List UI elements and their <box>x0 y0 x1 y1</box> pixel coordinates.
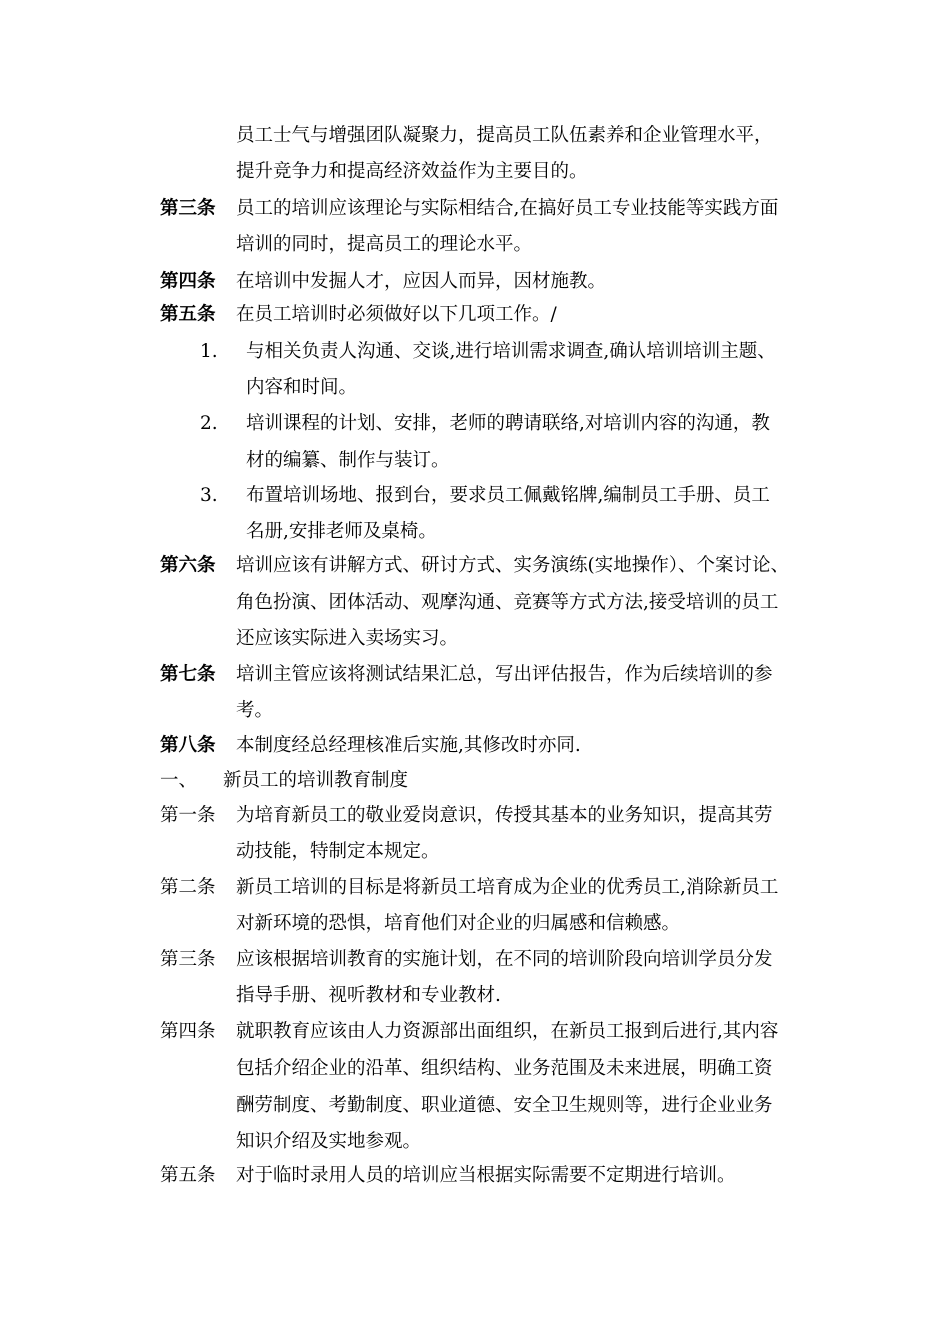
section-heading-row <box>160 763 408 799</box>
section-number: 一、 <box>160 770 198 791</box>
list-text: 内容和时间。 <box>246 377 358 398</box>
article-label: 第五条 <box>160 304 216 325</box>
article-text: 角色扮演、团体活动、观摩沟通、竞赛等方式方法,接受培训的员工 <box>236 592 779 613</box>
list-number: 1. <box>200 341 218 362</box>
list-text: 材的编纂、制作与装订。 <box>246 450 450 471</box>
article-text: 员工的培训应该理论与实际相结合,在搞好员工专业技能等实践方面 <box>236 198 779 219</box>
article-text: 就职教育应该由人力资源部出面组织，在新员工报到后进行,其内容 <box>236 1021 779 1042</box>
article-text: 还应该实际进入卖场实习。 <box>236 628 459 649</box>
article-text: 应该根据培训教育的实施计划，在不同的培训阶段向培训学员分发 <box>236 949 773 970</box>
article-label: 第六条 <box>160 555 216 576</box>
article-text: 培训的同时，提高员工的理论水平。 <box>236 234 533 255</box>
list-number: 3. <box>200 485 218 506</box>
article-text: 培训主管应该将测试结果汇总，写出评估报告，作为后续培训的参 <box>236 664 773 685</box>
intro-line-2: 提升竞争力和提高经济效益作为主要目的。 <box>236 161 588 182</box>
article-label: 第七条 <box>160 664 216 685</box>
article-label: 第三条 <box>160 949 216 970</box>
list-number: 2. <box>200 413 218 434</box>
article-text: 为培育新员工的敬业爱岗意识，传授其基本的业务知识，提高其劳 <box>236 805 773 826</box>
article-label: 第四条 <box>160 271 216 292</box>
article-label: 第二条 <box>160 877 216 898</box>
article-text: 本制度经总经理核准后实施,其修改时亦同. <box>236 735 581 756</box>
article-text: 对新环境的恐惧，培育他们对企业的归属感和信赖感。 <box>236 913 681 934</box>
article-text: 在员工培训时必须做好以下几项工作。/ <box>236 304 557 325</box>
intro-line-1: 员工士气与增强团队凝聚力，提高员工队伍素养和企业管理水平， <box>236 125 773 146</box>
article-text: 培训应该有讲解方式、研讨方式、实务演练(实地操作）、个案讨论、 <box>236 555 789 576</box>
article-label: 第五条 <box>160 1165 216 1186</box>
article-text: 酬劳制度、考勤制度、职业道德、安全卫生规则等，进行企业业务 <box>236 1095 773 1116</box>
list-text: 与相关负责人沟通、交谈,进行培训需求调查,确认培训培训主题、 <box>246 341 776 362</box>
article-text: 动技能，特制定本规定。 <box>236 841 440 862</box>
article-text: 知识介绍及实地参观。 <box>236 1131 422 1152</box>
article-text: 包括介绍企业的沿革、组织结构、业务范围及未来进展，明确工资 <box>236 1058 773 1079</box>
article-label: 第八条 <box>160 735 216 756</box>
article-text: 考。 <box>236 700 274 721</box>
list-text: 布置培训场地、报到台，要求员工佩戴铭牌,编制员工手册、员工 <box>246 485 770 506</box>
article-text: 对于临时录用人员的培训应当根据实际需要不定期进行培训。 <box>236 1165 736 1186</box>
article-label: 第三条 <box>160 198 216 219</box>
article-text: 在培训中发掘人才，应因人而异，因材施教。 <box>236 271 607 292</box>
article-label: 第一条 <box>160 805 216 826</box>
article-text: 新员工培训的目标是将新员工培育成为企业的优秀员工,消除新员工 <box>236 877 779 898</box>
list-text: 培训课程的计划、安排，老师的聘请联络,对培训内容的沟通，教 <box>246 413 770 434</box>
article-text: 指导手册、视听教材和专业教材. <box>236 985 501 1006</box>
section-title: 新员工的培训教育制度 <box>223 770 409 791</box>
list-text: 名册,安排老师及桌椅。 <box>246 521 437 542</box>
article-label: 第四条 <box>160 1021 216 1042</box>
